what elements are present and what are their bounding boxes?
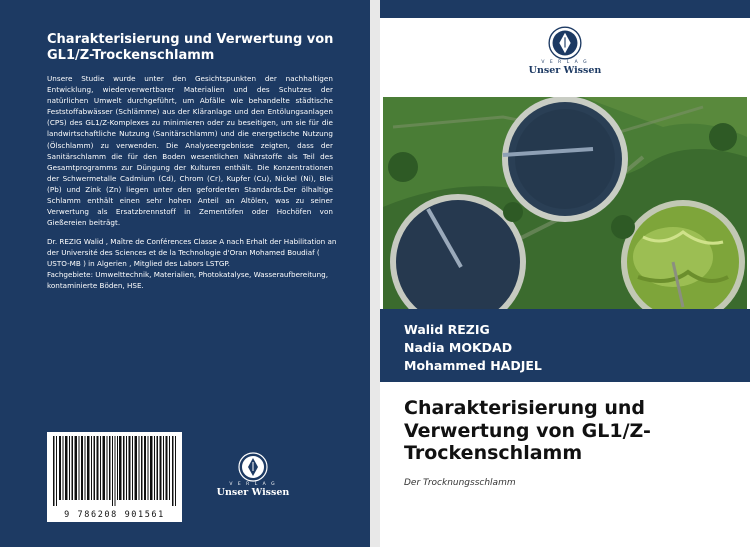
front-publisher-name: Unser Wissen: [528, 65, 602, 76]
front-title: Charakterisierung und Verwertung von GL1/Z-Trockenschlamm: [404, 397, 651, 464]
author-name: Nadia MOKDAD: [404, 340, 513, 355]
author-fields-text: Fachgebiete: Umwelttechnik, Materialien, Photokatalyse, Wasseraufbereitung, kontaminierte Böden, HSE.: [47, 270, 328, 291]
author-bio: [47, 236, 337, 291]
back-title: Charakterisierung und Verwertung von GL1/Z-Trockenschlamm: [47, 32, 334, 63]
back-cover: [0, 0, 370, 547]
isbn-number: 9 786208 901561: [64, 510, 165, 520]
tank-top: [502, 97, 628, 222]
front-publisher-logo: [523, 26, 607, 76]
front-cover: [380, 0, 750, 547]
front-publisher-verlag: V E R L A G: [541, 60, 589, 65]
cover-photo-treatment-tanks: [383, 97, 747, 309]
front-subtitle: Der Trocknungsschlamm: [404, 478, 516, 488]
pen-nib-icon: [548, 26, 582, 60]
top-band: [380, 0, 750, 18]
back-publisher-verlag: V E R L A G: [229, 482, 277, 487]
barcode-bars: [52, 436, 177, 506]
barcode: [47, 432, 182, 522]
back-publisher-name: Unser Wissen: [216, 487, 290, 498]
back-abstract: Unsere Studie wurde unter den Gesichtspunkten der nachhaltigen Entwicklung, wiederverwertbarer Materialien und des Schutzes der natürlichen Umwelt durchgeführt, um Abfälle wie behandelte städtische Feststoffabwässer (Schlämme) aus der Kläranlage und den Entölungsanlagen (CPS) des GL1/Z-Komplexes zu minimieren oder zu beseitigen, um sie für die landwirtschaftliche Nutzung (Sanitärschlamm) und die energetische Nutzung (Ölschlamm) zu verwenden. Die Analyseergebnisse zeigten, dass der Sanitärschlamm die für den Boden wesentlichen Nährstoffe als Teil des Gesamtprogramms zur Düngung der Kulturen enthält. Die Konzentrationen der Schwermetalle Cadmium (Cd), Chrom (Cr), Kupfer (Cu), Nickel (Ni), Blei (Pb) und Zink (Zn) liegen unter den geforderten Standards.Der ölhaltige Schlamm enthält einen sehr hohen Anteil an Altölen, was zu seiner Verwertung als Ersatzbrennstoff in Zementöfen oder Hochöfen von Gießereien beiträgt.: [47, 74, 333, 228]
pen-nib-icon: [238, 452, 268, 482]
author-bio-text: Dr. REZIG Walid , Maître de Conférences Classe A nach Erhalt der Habilitation an der Université des Sciences et de la Technologie d'Oran Mohamed Boudiaf ( USTO-MB ) in Algerien , Mitglied des Labors LSTGP.: [47, 237, 337, 269]
author-name: Walid REZIG: [404, 322, 490, 337]
author-name: Mohammed HADJEL: [404, 358, 542, 373]
spine-gap: [370, 0, 380, 547]
treatment-tanks-illustration: [383, 97, 747, 309]
author-box: [380, 309, 750, 382]
back-publisher-logo: [215, 452, 291, 498]
